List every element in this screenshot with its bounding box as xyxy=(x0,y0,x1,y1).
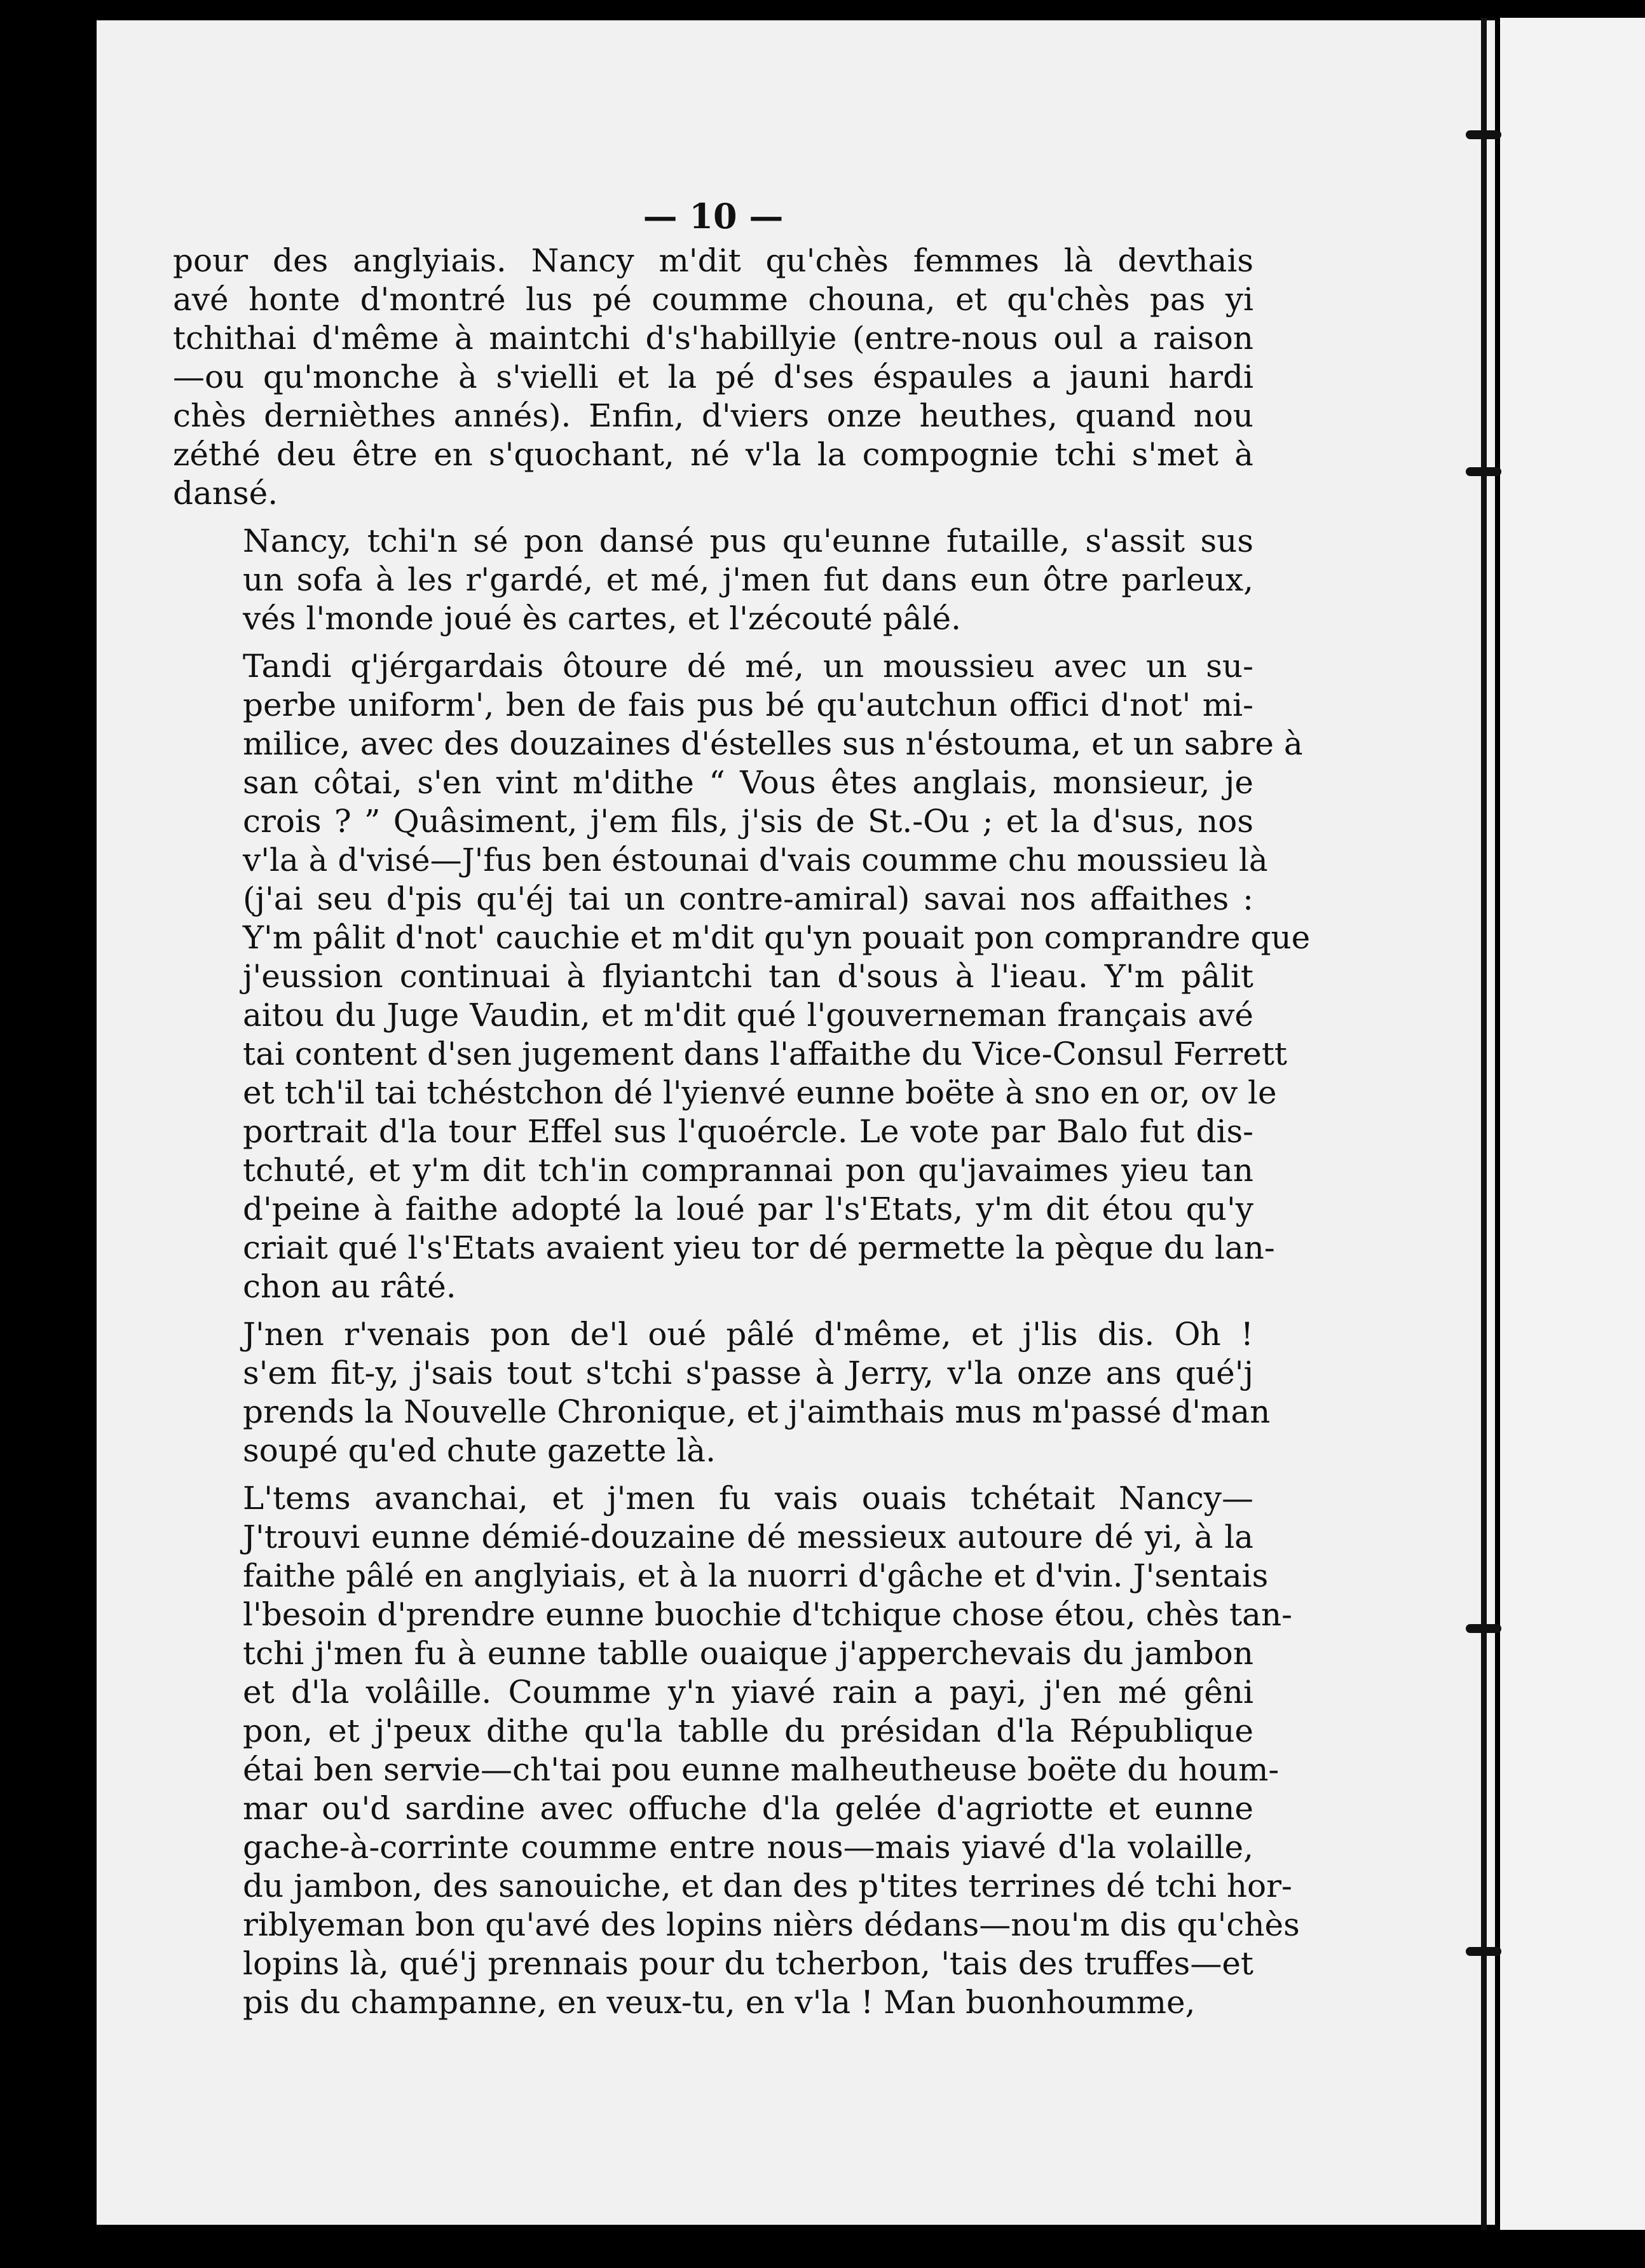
binding-stitch-mark xyxy=(1466,1624,1501,1633)
text-line: du jambon, des sanouiche, et dan des p'tites terrines dé tchi hor- xyxy=(243,1868,1292,1904)
page-text xyxy=(173,191,1311,2031)
text-line: Tandi q'jérgardais ôtoure dé mé, un moussieu avec un su- xyxy=(243,648,1253,685)
text-line: portrait d'la tour Effel sus l'quoércle. Le vote par Balo fut dis- xyxy=(243,1113,1253,1150)
text-line: vés l'monde joué ès cartes, et l'zécouté pâlé. xyxy=(243,600,962,637)
text-line: gache-à-corrinte coumme entre nous—mais yiavé d'la volaille, xyxy=(243,1829,1253,1866)
text-line: —ou qu'monche à s'vielli et la pé d'ses éspaules a jauni hardi xyxy=(173,359,1253,395)
text-line: d'peine à faithe adopté la loué par l's'Etats, y'm dit étou qu'y xyxy=(243,1191,1253,1227)
text-line: s'em fit-y, j'sais tout s'tchi s'passe à Jerry, v'la onze ans qué'j xyxy=(243,1355,1253,1391)
text-line: étai ben servie—ch'tai pou eunne malheutheuse boëte du houm- xyxy=(243,1751,1280,1788)
text-line: san côtai, s'en vint m'dithe “ Vous êtes anglais, monsieur, je xyxy=(243,764,1253,801)
text-line: milice, avec des douzaines d'éstelles sus n'éstouma, et un sabre à xyxy=(243,725,1303,762)
text-line: et tch'il tai tchéstchon dé l'yienvé eunne boëte à sno en or, ov le xyxy=(243,1074,1277,1111)
text-line: zéthé deu être en s'quochant, né v'la la compognie tchi s'met à xyxy=(173,436,1253,473)
text-line: lopins là, qué'j prennais pour du tcherbon, 'tais des truffes—et xyxy=(243,1945,1253,1982)
binding-stitch-mark xyxy=(1466,130,1501,139)
binding-stitch-mark xyxy=(1466,467,1501,476)
text-line: chon au râté. xyxy=(243,1268,456,1305)
text-line: Nancy, tchi'n sé pon dansé pus qu'eunne futaille, s'assit sus xyxy=(243,523,1253,559)
text-line: riblyeman bon qu'avé des lopins nièrs dédans—nou'm dis qu'chès xyxy=(243,1906,1300,1943)
binding-stitch-mark xyxy=(1466,1947,1501,1956)
text-line: avé honte d'montré lus pé coumme chouna, et qu'chès pas yi xyxy=(173,281,1253,318)
paragraph xyxy=(173,522,1253,638)
paragraphs xyxy=(173,242,1311,2022)
text-line: aitou du Juge Vaudin, et m'dit qué l'gouverneman français avé xyxy=(243,997,1253,1034)
paragraph xyxy=(173,1479,1300,2022)
paragraph xyxy=(173,647,1311,1306)
text-line: tai content d'sen jugement dans l'affaithe du Vice-Consul Ferrett xyxy=(243,1035,1288,1072)
text-line: (j'ai seu d'pis qu'éj tai un contre-amiral) savai nos affaithes : xyxy=(243,880,1253,917)
text-line: prends la Nouvelle Chronique, et j'aimthais mus m'passé d'man xyxy=(243,1393,1271,1430)
text-line: mar ou'd sardine avec offuche d'la gelée d'agriotte et eunne xyxy=(243,1790,1253,1827)
text-line: soupé qu'ed chute gazette là. xyxy=(243,1432,716,1469)
paragraph xyxy=(173,242,1253,513)
text-line: et d'la volâille. Coumme y'n yiavé rain a payi, j'en mé gêni xyxy=(243,1674,1253,1711)
text-line: J'trouvi eunne démié-douzaine dé messieux autoure dé yi, à la xyxy=(243,1519,1253,1555)
text-line: criait qué l's'Etats avaient yieu tor dé permette la pèque du lan- xyxy=(243,1229,1275,1266)
text-line: Y'm pâlit d'not' cauchie et m'dit qu'yn pouait pon comprandre que xyxy=(243,919,1311,956)
text-line: j'eussion continuai à flyiantchi tan d'sous à l'ieau. Y'm pâlit xyxy=(243,958,1253,995)
paragraph xyxy=(173,1315,1271,1470)
binding-edge xyxy=(1481,18,1487,2230)
text-line: faithe pâlé en anglyiais, et à la nuorri d'gâche et d'vin. J'sentais xyxy=(243,1557,1269,1594)
text-line: J'nen r'venais pon de'l oué pâlé d'même, et j'lis dis. Oh ! xyxy=(243,1316,1253,1353)
text-line: tchithai d'même à maintchi d's'habillyie (entre-nous oul a raison xyxy=(173,320,1253,357)
text-line: v'la à d'visé—J'fus ben éstounai d'vais coumme chu moussieu là xyxy=(243,842,1268,878)
text-line: perbe uniform', ben de fais pus bé qu'autchun offici d'not' mi- xyxy=(243,687,1253,723)
text-line: chès dernièthes annés). Enfin, d'viers onze heuthes, quand nou xyxy=(173,397,1253,434)
page-number: — 10 — xyxy=(643,196,784,236)
text-line: un sofa à les r'gardé, et mé, j'men fut dans eun ôtre parleux, xyxy=(243,561,1253,598)
text-line: l'besoin d'prendre eunne buochie d'tchique chose étou, chès tan- xyxy=(243,1596,1293,1633)
text-line: pour des anglyiais. Nancy m'dit qu'chès femmes là devthais xyxy=(173,242,1253,279)
facing-page-edge xyxy=(1500,18,1645,2230)
text-line: pon, et j'peux dithe qu'la tablle du présidan d'la République xyxy=(243,1712,1253,1749)
text-line: tchi j'men fu à eunne tablle ouaique j'apperchevais du jambon xyxy=(243,1635,1253,1672)
text-line: tchuté, et y'm dit tch'in comprannai pon qu'javaimes yieu tan xyxy=(243,1152,1253,1189)
text-line: pis du champanne, en veux-tu, en v'la ! Man buonhoumme, xyxy=(243,1984,1196,2021)
text-line: crois ? ” Quâsiment, j'em fils, j'sis de St.-Ou ; et la d'sus, nos xyxy=(243,803,1253,840)
text-line: L'tems avanchai, et j'men fu vais ouais tchétait Nancy— xyxy=(243,1480,1253,1517)
text-line: dansé. xyxy=(173,475,278,512)
